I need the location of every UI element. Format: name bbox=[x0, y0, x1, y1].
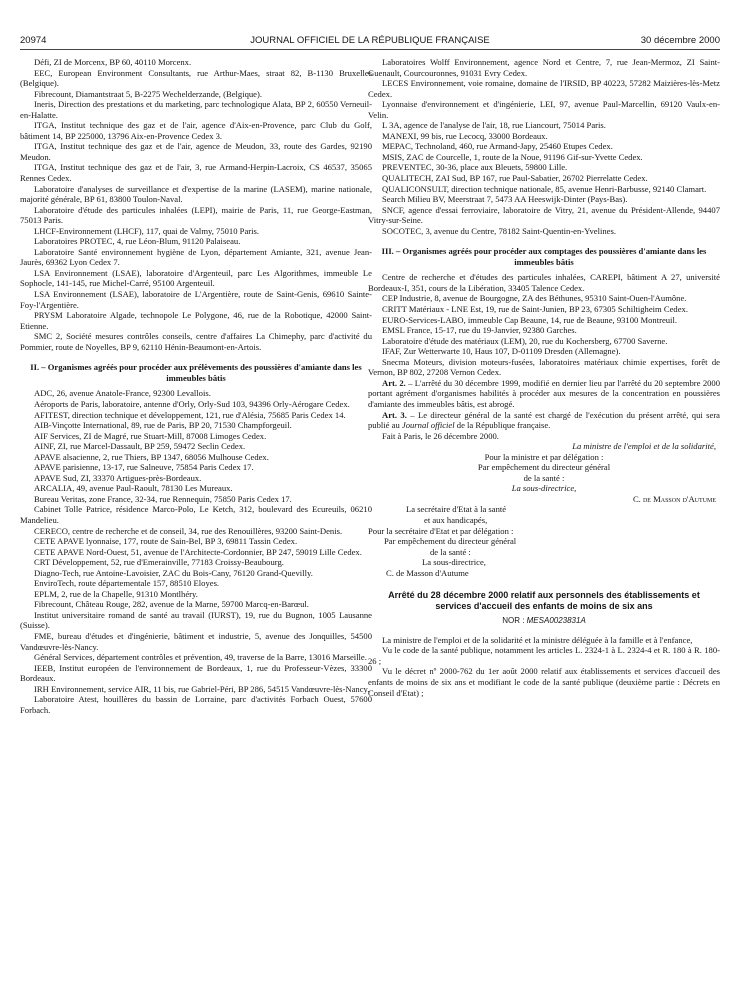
list-item: CETE APAVE lyonnaise, 177, route de Sain-Bel, BP 3, 69811 Tassin Cedex. bbox=[34, 536, 298, 547]
journal-title: JOURNAL OFFICIEL DE LA RÉPUBLIQUE FRANÇAISE bbox=[250, 35, 490, 46]
list-item: Laboratoire Santé environnement hygiène de Lyon, département Amiante, 321, avenue Jean-Jaurès, 69362 Lyon Cedex 7. bbox=[20, 246, 372, 268]
signature-secretary-empechement: Par empêchement du directeur général bbox=[384, 536, 517, 547]
list-item: EURO-Services-LABO, immeuble Cap Beaune, 14, rue de Beaune, 93100 Montreuil. bbox=[382, 314, 677, 325]
list-item: Laboratoires Wolff Environnement, agence Nord et Centre, 7, rue Jean-Mermoz, ZI Saint-Guenault, Courcouronnes, 91031 Evry Cedex. bbox=[368, 57, 720, 78]
decree-preamble bbox=[368, 635, 720, 698]
signature-block-minister bbox=[368, 441, 720, 504]
list-item: AIB-Vinçotte International, 89, rue de Paris, BP 20, 71530 Champforgeuil. bbox=[34, 420, 292, 431]
signature-sous-directrice: La sous-directrice, bbox=[511, 483, 577, 494]
list-item: LSA Environnement (LSAE), laboratoire de L'Argentière, route de Saint-Genis, 69610 Sainte-Foy-l'Argentière. bbox=[20, 289, 372, 310]
list-item: Cabinet Tolle Patrice, résidence Marco-Polo, Le Ketch, 312, boulevard des Ecureuils, 06210 Mandelieu. bbox=[20, 504, 372, 525]
list-item: Institut universitaire romand de santé au travail (IURST), 19, rue du Bugnon, 1005 Lausanne (Suisse). bbox=[20, 609, 372, 631]
article-3-text-after: de la République française. bbox=[454, 420, 551, 431]
list-item: Fibrecount, Château Rouge, 282, avenue de la Marne, 59700 Marcq-en-Barœul. bbox=[34, 599, 309, 610]
list-item: LSA Environnement (LSAE), laboratoire d'Argenteuil, parc Les Algorithmes, immeuble Le Sophocle, 141-145, rue Michel-Carré, 95100 Argenteuil. bbox=[20, 267, 372, 289]
page-number: 20974 bbox=[20, 35, 47, 46]
list-item: LECES Environnement, voie romaine, domaine de l'IRSID, BP 40223, 57282 Maizières-lès-Metz Cedex. bbox=[368, 78, 720, 99]
list-item: Fibrecount, Diamantstraat 5, B-2275 Wechelderzande, (Belgique). bbox=[34, 88, 263, 99]
list-item: Ineris, Direction des prestations et du marketing, parc technologique Alata, BP 2, 60550 Verneuil-en-Halatte. bbox=[20, 99, 372, 120]
nor-label: NOR : bbox=[502, 616, 527, 626]
nor-reference bbox=[368, 616, 720, 627]
article-3-label: Art. 3. bbox=[382, 409, 407, 420]
signature-secretary-name: C. de Masson d'Autume bbox=[386, 567, 469, 578]
left-column bbox=[20, 57, 372, 715]
list-item: EPLM, 2, rue de la Chapelle, 91310 Montlhéry. bbox=[34, 588, 198, 599]
signature-empechement: Par empêchement du directeur général bbox=[477, 462, 611, 473]
signature-de-la-sante: de la santé : bbox=[523, 472, 565, 483]
organisation-list-top bbox=[20, 57, 372, 352]
list-item: IEEB, Institut européen de l'environnement de Bordeaux, 1, rue du Professeur-Vèzes, 33300 Bordeaux. bbox=[20, 662, 372, 684]
list-item: ADC, 26, avenue Anatole-France, 92300 Levallois. bbox=[34, 388, 211, 399]
list-item: Snecma Moteurs, division moteurs-fusées, laboratoires matériaux chimie expertises, forêt de Vernon, BP 802, 27208 Vernon Cedex. bbox=[368, 356, 720, 378]
publication-date: 30 décembre 2000 bbox=[640, 35, 720, 46]
list-item: IRH Environnement, service AIR, 11 bis, rue Gabriel-Péri, BP 286, 54515 Vandœuvre-lès-Nancy. bbox=[34, 683, 370, 694]
list-item: ITGA, Institut technique des gaz et de l'air, 3, rue Armand-Herpin-Lacroix, CS 46537, 35065 Rennes Cedex. bbox=[20, 162, 372, 184]
list-item: Général Services, département contrôles et prévention, 49, traverse de la Barre, 13016 Marseille. bbox=[34, 652, 367, 663]
list-item: Lyonnaise d'environnement et d'ingénierie, LEI, 97, avenue Paul-Marcellin, 69120 Vaulx-en-Velin. bbox=[368, 99, 720, 120]
list-item: MSIS, ZAC de Courcelle, 1, route de la Noue, 91196 Gif-sur-Yvette Cedex. bbox=[382, 151, 643, 162]
list-item: SMC 2, Société mesures contrôles conseils, centre d'affaires La Chimephy, parc d'activité du Pommier, route de Noyelles, BP 9, 62110 Hénin-Beaumont-en-Artois. bbox=[20, 331, 372, 352]
list-item: MANEXI, 99 bis, rue Lecocq, 33000 Bordeaux. bbox=[382, 130, 548, 141]
list-item: Laboratoires PROTEC, 4, rue Léon-Blum, 91120 Palaiseau. bbox=[34, 236, 241, 247]
list-item: PREVENTEC, 30-36, place aux Bleuets, 59800 Lille. bbox=[382, 162, 568, 173]
list-item: Vu le décret nº 2000-762 du 1er août 2000 relatif aux établissements et services d'accueil des enfants de moins de six ans et modifiant le code de la santé publique (deuxième partie : Décrets en Conseil d'Etat) ; bbox=[368, 666, 720, 698]
list-item: ITGA, Institut technique des gaz et de l'air, agence de Meudon, 33, route des Gardes, 92190 Meudon. bbox=[20, 141, 372, 162]
list-item: CERECO, centre de recherche et de conseil, 34, rue des Renouillères, 93200 Saint-Denis. bbox=[34, 525, 343, 536]
signature-delegation: Pour la ministre et par délégation : bbox=[484, 451, 604, 462]
list-item: Aéroports de Paris, laboratoire, antenne d'Orly, Orly-Sud 103, 94396 Orly-Aérogare Cedex. bbox=[34, 398, 350, 409]
list-item: CETE APAVE Nord-Ouest, 51, avenue de l'Architecte-Cordonnier, BP 247, 59019 Lille Cedex. bbox=[34, 546, 362, 557]
signature-secretary-de-la-sante: de la santé : bbox=[430, 546, 471, 557]
list-item: CRITT Matériaux - LNE Est, 19, rue de Saint-Junien, BP 23, 67305 Schiltigheim Cedex. bbox=[382, 304, 688, 315]
list-item: La ministre de l'emploi et de la solidarité et la ministre déléguée à la famille et à l'enfance, bbox=[382, 634, 693, 645]
journal-officiel-italic: Journal officiel bbox=[401, 420, 455, 431]
list-item: CRT Développement, 52, rue d'Emerainville, 77183 Croissy-Beaubourg. bbox=[34, 557, 284, 568]
list-item: SOCOTEC, 3, avenue du Centre, 78182 Saint-Quentin-en-Yvelines. bbox=[382, 225, 616, 236]
done-at: Fait à Paris, le 26 décembre 2000. bbox=[382, 430, 499, 441]
list-item: EnviroTech, route départementale 157, 88510 Eloyes. bbox=[34, 578, 220, 589]
list-item: AFITEST, direction technique et développement, 121, rue d'Alésia, 75685 Paris Cedex 14. bbox=[34, 409, 346, 420]
list-item: PRYSM Laboratoire Algade, technopole Le Polygone, 46, rue de la Robotique, 42000 Saint-Etienne. bbox=[20, 310, 372, 331]
organisation-list-top-right bbox=[368, 57, 720, 236]
list-item: EEC, European Environment Consultants, rue Arthur-Maes, straat 82, B-1130 Bruxelles (Belgique). bbox=[20, 67, 372, 89]
list-item: IFAF, Zur Wetterwarte 10, Haus 107, D-01109 Dresden (Allemagne). bbox=[382, 346, 621, 357]
list-item: Bureau Veritas, zone France, 32-34, rue Rennequin, 75850 Paris Cedex 17. bbox=[34, 493, 292, 504]
list-item: EMSL France, 15-17, rue du 19-Janvier, 92380 Garches. bbox=[382, 325, 577, 336]
section-ii-title: II. – Organismes agréés pour procéder aux prélèvements des poussières d'amiante dans les immeubles bâtis bbox=[30, 362, 362, 383]
decree-title: Arrêté du 28 décembre 2000 relatif aux personnels des établissements et services d'accueil des enfants de moins de six ans bbox=[388, 590, 700, 612]
list-item: Laboratoire d'étude des particules inhalées (LEPI), mairie de Paris, 11, rue George-Eastman, 75013 Paris. bbox=[20, 204, 372, 226]
list-item: Centre de recherche et d'études des particules inhalées, CAREPI, bâtiment A 27, université Bordeaux-I, 351, cours de la Libération, 33405 Talence Cedex. bbox=[368, 272, 720, 293]
list-item: SNCF, agence d'essai ferroviaire, laboratoire de Vitry, 21, avenue du Président-Allende, 94407 Vitry-sur-Seine. bbox=[368, 204, 720, 226]
article-2-label: Art. 2. bbox=[382, 377, 406, 388]
list-item: LHCF-Environnement (LHCF), 117, quai de Valmy, 75010 Paris. bbox=[34, 225, 260, 236]
signature-block-secretary bbox=[368, 504, 720, 578]
signature-secretary-title: La secrétaire d'Etat à la santé bbox=[406, 504, 507, 515]
page-header bbox=[20, 33, 720, 50]
article-3 bbox=[368, 410, 720, 431]
signature-secretary-handicapes: et aux handicapés, bbox=[424, 514, 488, 525]
list-item: Vu le code de la santé publique, notamment les articles L. 2324-1 à L. 2324-4 et R. 180 à R. 180-26 ; bbox=[368, 645, 720, 666]
signature-secretary-delegation: Pour la secrétaire d'Etat et par délégation : bbox=[368, 525, 514, 536]
list-item: Défi, ZI de Morcenx, BP 60, 40110 Morcenx. bbox=[34, 57, 192, 67]
list-item: ARCALIA, 49, avenue Paul-Raoult, 78130 Les Mureaux. bbox=[34, 483, 233, 494]
list-item: Diagno-Tech, rue Antoine-Lavoisier, ZAC du Bois-Cany, 76120 Grand-Quevilly. bbox=[34, 567, 313, 578]
list-item: CEP Industrie, 8, avenue de Bourgogne, ZA des Béthunes, 95310 Saint-Ouen-l'Aumône. bbox=[382, 293, 687, 304]
signature-minister-title: La ministre de l'emploi et de la solidarité, bbox=[572, 441, 716, 452]
list-item: APAVE Sud, ZI, 33370 Artigues-près-Bordeaux. bbox=[34, 472, 202, 483]
list-item: AINF, ZI, rue Marcel-Dassault, BP 259, 59472 Seclin Cedex. bbox=[34, 441, 246, 452]
list-item: Laboratoire d'étude des matériaux (LEM), 20, rue du Kochersberg, 67700 Saverne. bbox=[382, 335, 668, 346]
organisation-list-section-iii bbox=[368, 272, 720, 377]
list-item: APAVE alsacienne, 2, rue Thiers, BP 1347, 68056 Mulhouse Cedex. bbox=[34, 451, 269, 462]
article-2-text: – L'arrêté du 30 décembre 1999, modifié en dernier lieu par l'arrêté du 20 septembre 2000 portant agrément d'organismes habilités à procéder aux mesures de la concentration en poussières d'amiante des immeubles bâtis, est abrogé. bbox=[368, 377, 721, 409]
signature-secretary-sous-directrice: La sous-directrice, bbox=[422, 557, 486, 568]
section-iii-title: III. – Organismes agréés pour procéder aux comptages des poussières d'amiante dans les immeubles bâtis bbox=[381, 246, 707, 267]
list-item: FME, bureau d'études et d'ingénierie, bâtiment et industrie, 5, avenue des Jonquilles, 54500 Vandœuvre-lès-Nancy. bbox=[20, 630, 372, 652]
list-item: APAVE parisienne, 13-17, rue Salneuve, 75854 Paris Cedex 17. bbox=[34, 462, 254, 473]
list-item: Laboratoire Atest, houillères du bassin de Lorraine, parc d'activités Forbach Ouest, 57600 Forbach. bbox=[20, 694, 372, 715]
organisation-list-section-ii bbox=[20, 388, 372, 715]
article-3-text-before: – Le directeur général de la santé est chargé de l'exécution du présent arrêté, qui sera publié au bbox=[368, 409, 721, 431]
list-item: Search Milieu BV, Meerstraat 7, 5473 AA Heeswijk-Dinter (Pays-Bas). bbox=[382, 194, 628, 205]
right-column bbox=[368, 57, 720, 698]
list-item: L 3A, agence de l'analyse de l'air, 18, rue Liancourt, 75014 Paris. bbox=[382, 120, 606, 131]
list-item: ITGA, Institut technique des gaz et de l'air, agence d'Aix-en-Provence, parc Club du Golf, bâtiment 14, BP 225000, 13796 Aix-en-Provence Cedex 3. bbox=[20, 120, 372, 141]
article-2 bbox=[368, 378, 720, 410]
list-item: MEPAC, Technoland, 460, rue Armand-Japy, 25460 Etupes Cedex. bbox=[382, 141, 613, 152]
list-item: AIF Services, ZI de Magré, rue Stuart-Mill, 87008 Limoges Cedex. bbox=[34, 430, 267, 441]
list-item: QUALICONSULT, direction technique nationale, 85, avenue Henri-Barbusse, 92140 Clamart. bbox=[382, 183, 707, 194]
signature-name: C. de Masson d'Autume bbox=[632, 493, 716, 504]
nor-code: MESA0023831A bbox=[526, 616, 586, 626]
list-item: Laboratoire d'analyses de surveillance et d'expertise de la marine (LASEM), marine nationale, majorité générale, BP 61, 83800 Toulon-Naval. bbox=[20, 183, 372, 205]
list-item: QUALITECH, ZAI Sud, BP 167, rue Paul-Sabatier, 26702 Pierrelatte Cedex. bbox=[382, 173, 648, 184]
